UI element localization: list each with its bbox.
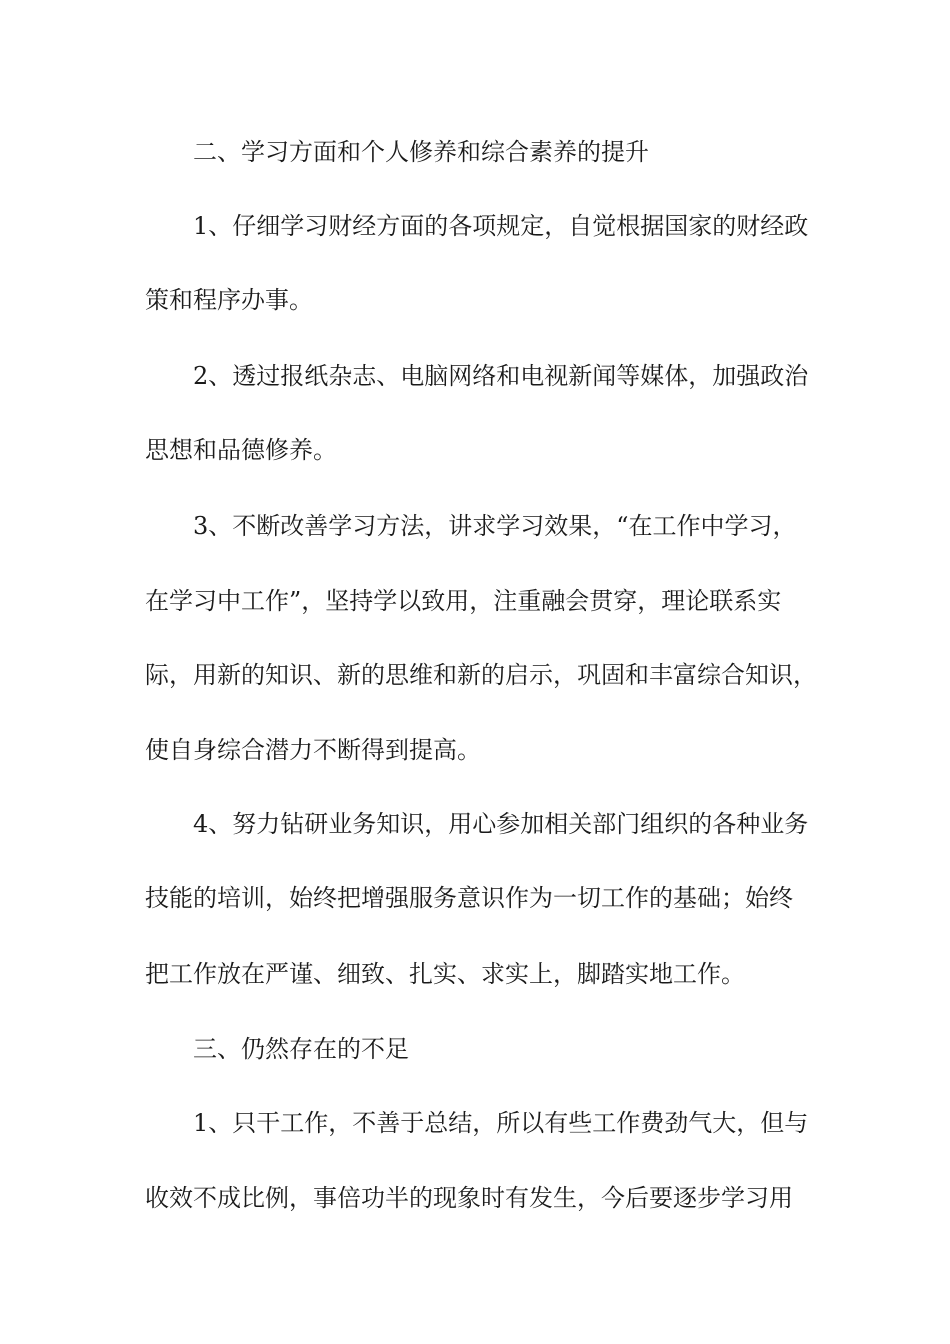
- paragraph-line: 3、不断改善学习方法，讲求学习效果，“在工作中学习，: [193, 512, 797, 540]
- paragraph-line: 使自身综合潜力不断得到提高。: [145, 736, 481, 764]
- section-heading-shortcomings: 三、仍然存在的不足: [193, 1035, 409, 1063]
- paragraph-line: 把工作放在严谨、细致、扎实、求实上，脚踏实地工作。: [145, 960, 745, 988]
- paragraph-line: 思想和品德修养。: [145, 436, 337, 464]
- paragraph-line: 策和程序办事。: [145, 286, 313, 314]
- paragraph-line: 1、仔细学习财经方面的各项规定，自觉根据国家的财经政: [193, 212, 809, 240]
- paragraph-line: 2、透过报纸杂志、电脑网络和电视新闻等媒体，加强政治: [193, 362, 809, 390]
- paragraph-line: 际，用新的知识、新的思维和新的启示，巩固和丰富综合知识，: [145, 661, 817, 689]
- paragraph-line: 收效不成比例，事倍功半的现象时有发生，今后要逐步学习用: [145, 1184, 793, 1212]
- paragraph-line: 4、努力钻研业务知识，用心参加相关部门组织的各种业务: [193, 810, 809, 838]
- section-heading-study: 二、学习方面和个人修养和综合素养的提升: [193, 138, 649, 166]
- paragraph-line: 技能的培训，始终把增强服务意识作为一切工作的基础；始终: [145, 884, 793, 912]
- paragraph-line: 在学习中工作”，坚持学以致用，注重融会贯穿，理论联系实: [145, 587, 782, 615]
- paragraph-line: 1、只干工作，不善于总结，所以有些工作费劲气大，但与: [193, 1109, 809, 1137]
